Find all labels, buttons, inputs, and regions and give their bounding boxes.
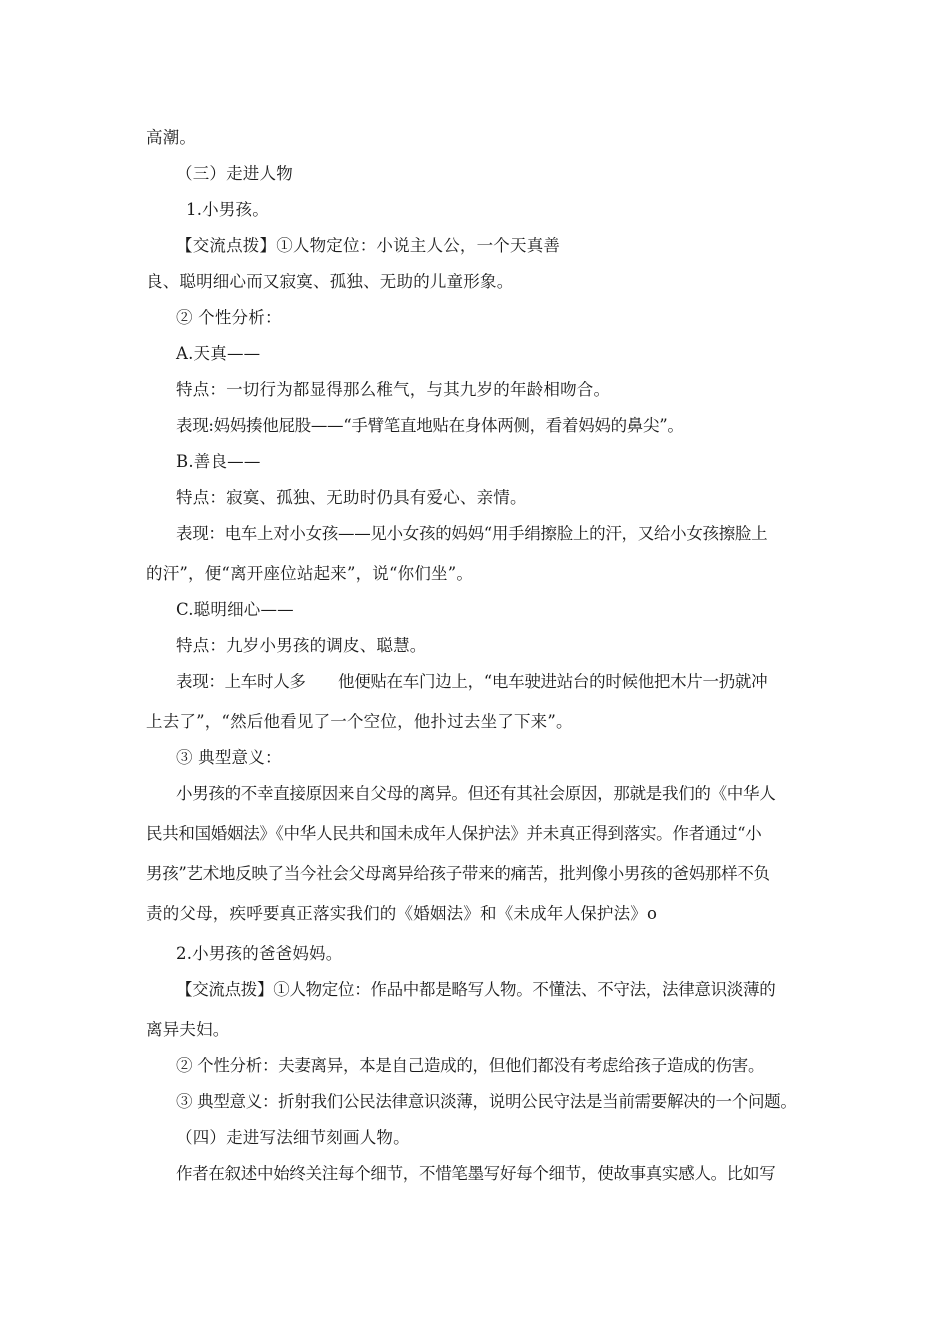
text-line: 【交流点拨】①人物定位：小说主人公，一个天真善: [176, 236, 561, 255]
text-line: 【交流点拨】①人物定位：作品中都是略写人物。不懂法、不守法，法律意识淡薄的: [176, 980, 776, 999]
section-heading: （四）走进写法细节刻画人物。: [176, 1128, 410, 1147]
text-line: B.善良——: [176, 452, 261, 471]
text-line: A.天真——: [176, 344, 261, 363]
text-line: 离异夫妇。: [146, 1020, 230, 1039]
text-line: C.聪明细心——: [176, 600, 294, 619]
text-line: 作者在叙述中始终关注每个细节，不惜笔墨写好每个细节，使故事真实感人。比如写: [176, 1164, 776, 1183]
text-line: ③ 典型意义：: [176, 748, 282, 767]
text-line: 表现：上车时人多 他便贴在车门边上，“电车驶进站台的时候他把木片一扔就冲: [176, 672, 768, 691]
text-line: ② 个性分析：: [176, 308, 282, 327]
text-line: 特点：一切行为都显得那么稚气，与其九岁的年龄相吻合。: [176, 380, 611, 399]
text-line: 表现：电车上对小女孩——见小女孩的妈妈“用手绢擦脸上的汗，又给小女孩擦脸上: [176, 524, 768, 543]
text-line: 的汗”，便“离开座位站起来”，说“你们坐”。: [146, 564, 474, 583]
text-line: 上去了”，“然后他看见了一个空位，他扑过去坐了下来”。: [146, 712, 573, 731]
text-line: 男孩”艺术地反映了当今社会父母离异给孩子带来的痛苦，批判像小男孩的爸妈那样不负: [146, 864, 770, 883]
text-line: 高潮。: [146, 128, 197, 147]
text-line: 良、聪明细心而又寂寞、孤独、无助的儿童形象。: [146, 272, 514, 291]
section-heading: （三）走进人物: [176, 164, 293, 183]
subsection-heading: 2.小男孩的爸爸妈妈。: [176, 944, 343, 963]
text-line: 责的父母，疾呼要真正落实我们的《婚姻法》和《未成年人保护法》o: [146, 904, 658, 923]
text-line: 特点：九岁小男孩的调皮、聪慧。: [176, 636, 427, 655]
text-line: ③ 典型意义：折射我们公民法律意识淡薄，说明公民守法是当前需要解决的一个问题。: [176, 1092, 797, 1111]
text-line: 表现:妈妈揍他屁股——“手臂笔直地贴在身体两侧，看着妈妈的鼻尖”。: [176, 416, 684, 435]
text-line: 特点：寂寞、孤独、无助时仍具有爱心、亲情。: [176, 488, 527, 507]
subsection-heading: 1.小男孩。: [186, 200, 269, 219]
text-line: ② 个性分析：夫妻离异，本是自己造成的，但他们都没有考虑给孩子造成的伤害。: [176, 1056, 765, 1075]
text-line: 小男孩的不幸直接原因来自父母的离异。但还有其社会原因，那就是我们的《中华人: [176, 784, 776, 803]
text-line: 民共和国婚姻法》《中华人民共和国未成年人保护法》并未真正得到落实。作者通过“小: [146, 824, 762, 843]
